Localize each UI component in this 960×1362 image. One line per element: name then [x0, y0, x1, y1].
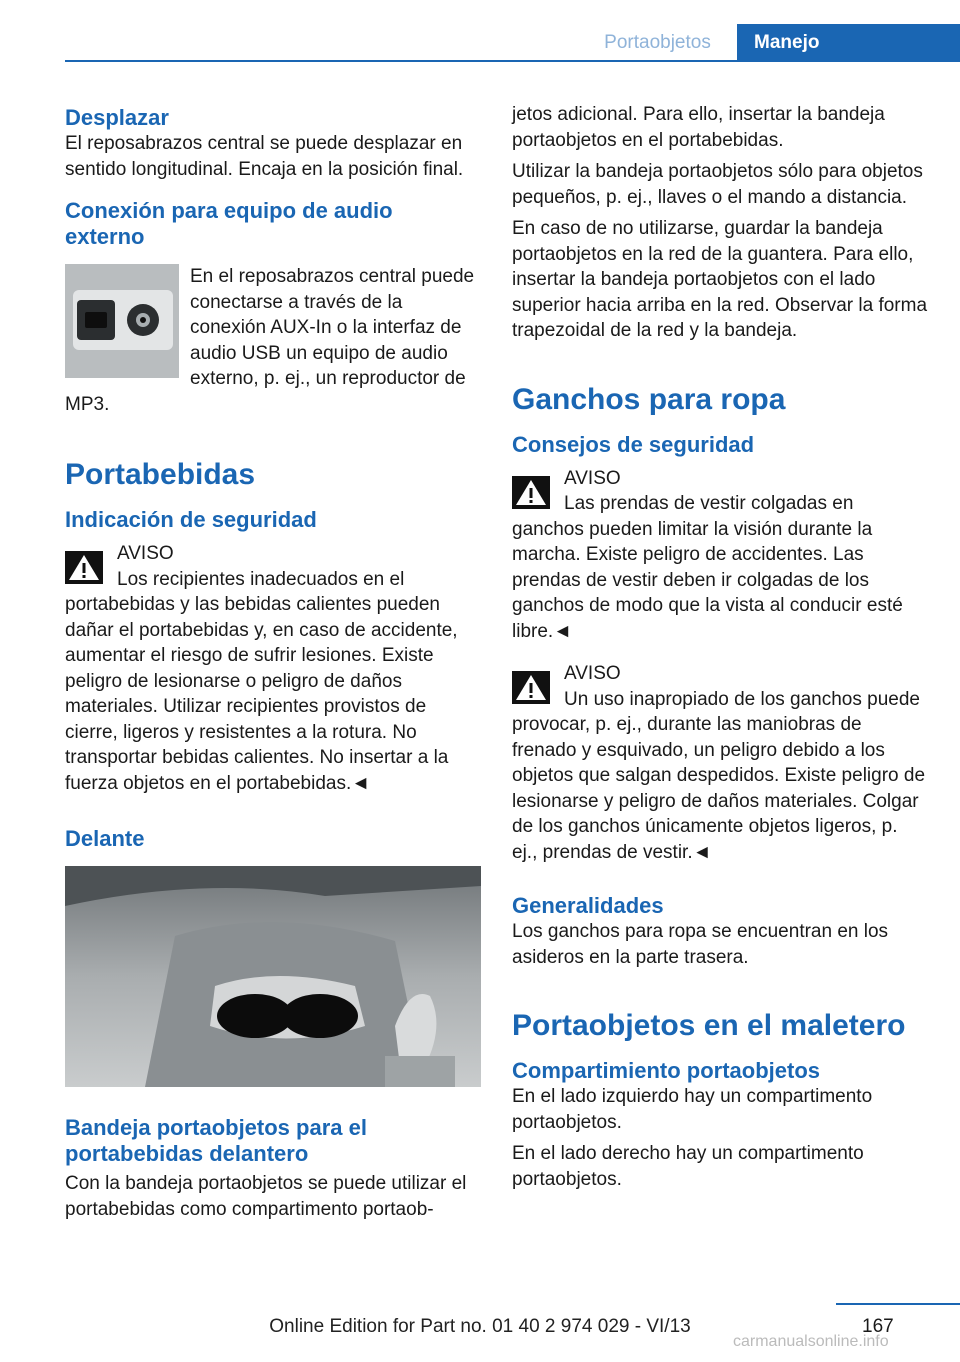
warning-block-2 — [512, 661, 928, 865]
watermark: carmanualsonline.info — [733, 1333, 889, 1350]
warning-label: AVISO — [564, 663, 621, 684]
generalidades-heading: Generalidades — [512, 893, 664, 918]
ganchos-heading: Ganchos para ropa — [512, 382, 786, 416]
warning-block — [65, 541, 481, 796]
portabebidas-heading: Portabebidas — [65, 458, 256, 491]
left-column — [65, 102, 481, 1222]
warning-label: AVISO — [564, 467, 621, 489]
generalidades-text: Los ganchos para ropa se encuentran en los asideros en la parte trasera. — [512, 921, 889, 968]
aux-block — [65, 264, 481, 417]
warning-text: Un uso inapropiado de los ganchos puede provocar, p. ej., durante las maniobras de frenado y esquivado, un peligro debido a los objetos que salgan despedidos. Existe peligro de lesionarse y peligro de daños materiales. Colgar de los ganchos únicamente objetos ligeros, p. ej., prendas de vestir.◄ — [512, 688, 926, 863]
aux-heading: Conexión para equipo de audio externo — [65, 198, 393, 249]
compartimiento-heading: Compartimiento portaobjetos — [512, 1058, 821, 1083]
online-edition-note: Online Edition for Part no. 01 40 2 974 029 - VI/13 — [269, 1316, 691, 1337]
header-rule — [65, 60, 960, 62]
bandeja-text: Con la bandeja portaobjetos se puede utilizar el portabebidas como compartimento portaob- — [65, 1173, 467, 1220]
chapter-tab: Manejo — [737, 24, 960, 61]
delante-heading: Delante — [65, 826, 145, 851]
warning-icon — [512, 476, 550, 509]
cupholder-photo — [65, 866, 481, 1087]
seguridad-heading: Indicación de seguridad — [65, 507, 317, 532]
bandeja-heading: Bandeja portaobjetos para el portabebidas delantero — [65, 1115, 367, 1166]
cont-text-1: jetos adicional. Para ello, insertar la bandeja portaobjetos en el portabebidas. — [512, 104, 885, 151]
warning-block-1 — [512, 466, 928, 645]
footer-rule — [836, 1303, 960, 1305]
desplazar-text: El reposabrazos central se puede desplazar en sentido longitudinal. Encaja en la posición final. — [65, 133, 464, 180]
comp-text-1: En el lado izquierdo hay un compartimento portaobjetos. — [512, 1086, 873, 1133]
cont-text-3: En caso de no utilizarse, guardar la bandeja portaobjetos en la red de la guantera. Para ello, insertar la bandeja portaobjetos con el lado superior hacia arriba en la red. Observar la forma trapezoidal de la red y la bandeja. — [512, 218, 928, 341]
warning-text: Los recipientes inadecuados en el portabebidas y las bebidas calientes pueden dañar el portabebidas y, en caso de accidente, aumentar el riesgo de sufrir lesiones. Existe peligro de lesionarse o peligro de daños materiales. Utilizar recipientes provistos de cierre, ligeros y resistentes a la rotura. No transportar bebidas calientes. No insertar a la fuerza objetos en el portabebidas.◄ — [65, 568, 458, 794]
consejos-heading: Consejos de seguridad — [512, 431, 755, 457]
maletero-heading: Portaobjetos en el maletero — [512, 1009, 906, 1042]
aux-usb-image — [65, 264, 179, 378]
cont-text-2: Utilizar la bandeja portaobjetos sólo para objetos pequeños, p. ej., llaves o el mando a distancia. — [512, 161, 923, 208]
warning-icon — [65, 551, 103, 584]
page-number: 167 — [862, 1316, 894, 1337]
comp-text-2: En el lado derecho hay un compartimento portaobjetos. — [512, 1143, 864, 1190]
warning-label: AVISO — [117, 543, 174, 564]
warning-icon — [512, 671, 550, 704]
aux-text: En el reposabrazos central puede conectarse a través de la conexión AUX-In o la interfaz de audio USB un equipo de audio externo, p. ej., un reproductor de MP3. — [65, 266, 475, 415]
right-column — [512, 102, 928, 1192]
warning-text: Las prendas de vestir colgadas en ganchos pueden limitar la visión durante la marcha. Existe peligro de accidentes. Las prendas de vestir deben ir colgadas de los ganchos de modo que la vista al conducir esté libre.◄ — [512, 493, 903, 642]
section-tab: Portaobjetos — [604, 32, 711, 53]
desplazar-heading: Desplazar — [65, 105, 169, 130]
